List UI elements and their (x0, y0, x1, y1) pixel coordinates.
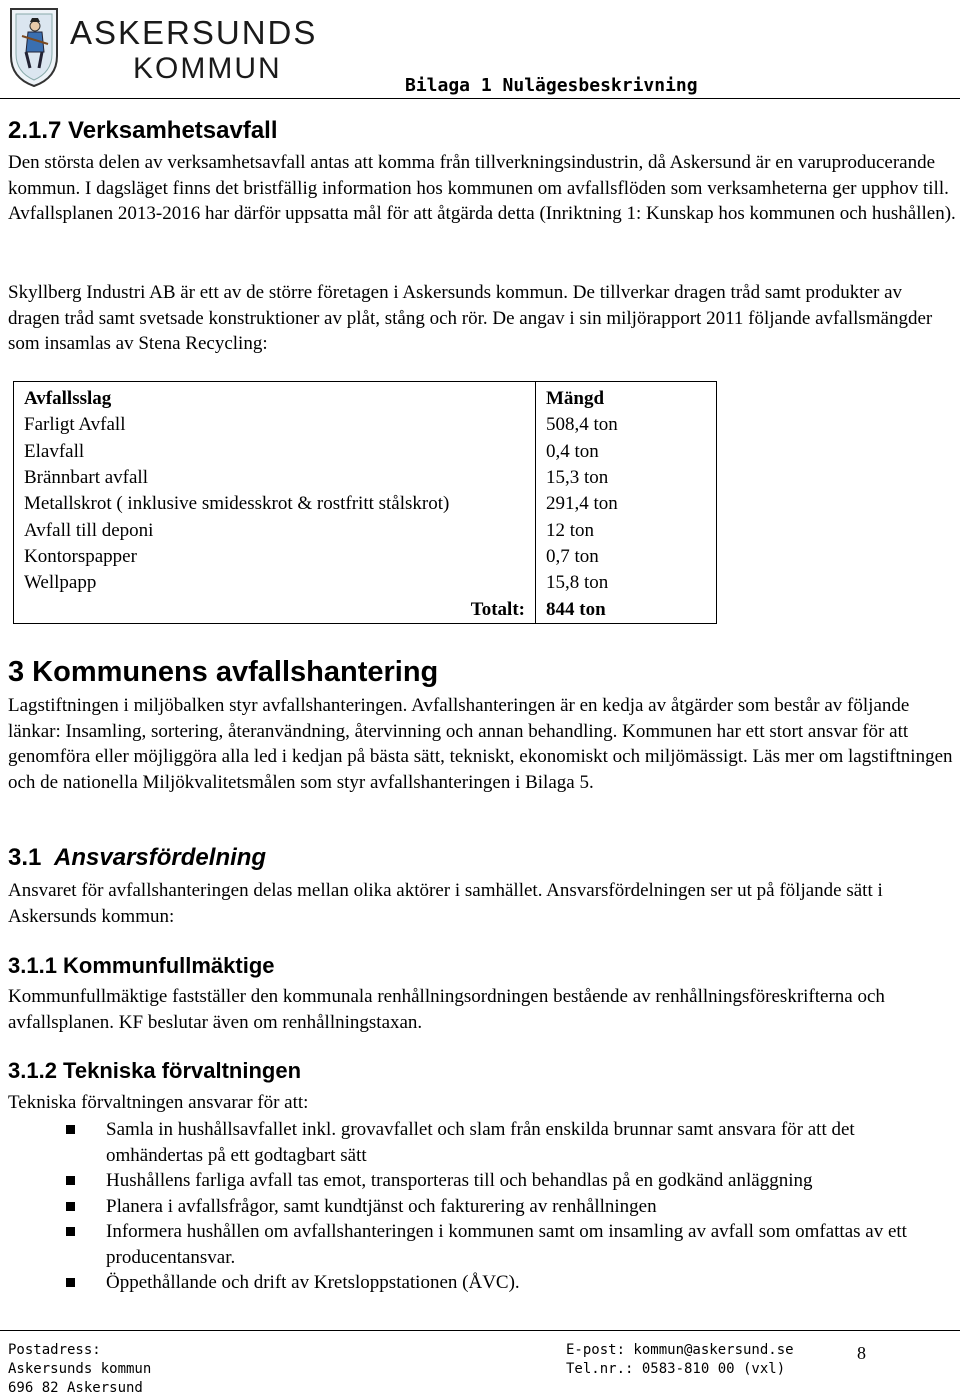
header-divider (0, 98, 960, 99)
section-heading-3-1 (8, 843, 266, 873)
page-number: 8 (857, 1343, 866, 1363)
list-item (62, 1219, 942, 1270)
section-heading-3-1-2: 3.1.2 Tekniska förvaltningen (8, 1058, 302, 1083)
cell-waste-type: Metallskrot ( inklusive smidesskrot & rostfritt stålskrot) (24, 493, 450, 515)
bullet-square-icon (66, 1202, 75, 1211)
list-item (62, 1194, 942, 1220)
postal-label: Postadress: (8, 1342, 101, 1358)
total-label: Totalt: (470, 598, 525, 620)
table-total-row (14, 596, 717, 623)
cell-waste-amount: 12 ton (536, 517, 717, 543)
bullet-square-icon (66, 1278, 75, 1287)
postal-code: 696 82 Askersund (8, 1380, 143, 1396)
list-item-text: Samla in hushållsavfallet inkl. grovavfallet och slam från enskilda brunnar samt ansvara för att det omhändertas på ett godtagbart sätt (106, 1119, 855, 1166)
responsibility-list (62, 1117, 942, 1296)
cell-waste-amount: 15,8 ton (536, 570, 717, 596)
total-amount: 844 ton (536, 596, 717, 623)
footer-email: E-post: kommun@askersund.se (566, 1342, 794, 1358)
bullet-square-icon (66, 1125, 75, 1134)
list-item (62, 1270, 942, 1296)
list-item-text: Hushållens farliga avfall tas emot, transporteras till och behandlas på en godkänd anläggning (106, 1170, 813, 1191)
section-heading-3-1-1: 3.1.1 Kommunfullmäktige (8, 953, 275, 978)
cell-waste-amount: 0,7 ton (536, 544, 717, 570)
bullet-square-icon (66, 1227, 75, 1236)
list-item-text: Planera i avfallsfrågor, samt kundtjänst och fakturering av renhållningen (106, 1195, 657, 1217)
table-row (14, 544, 717, 570)
footer-divider (0, 1330, 960, 1331)
bullet-square-icon (66, 1176, 75, 1185)
footer-postal-address (8, 1341, 151, 1398)
footer-contact (566, 1341, 794, 1379)
list-item-text: Öppethållande och drift av Kretsloppstationen (ÅVC). (106, 1272, 520, 1293)
table-row (14, 491, 717, 517)
list-item (62, 1117, 942, 1168)
table-row (14, 517, 717, 543)
postal-name: Askersunds kommun (8, 1361, 152, 1377)
cell-waste-amount: 291,4 ton (536, 491, 717, 517)
cell-waste-amount: 15,3 ton (536, 465, 717, 491)
table-header-row (14, 382, 717, 413)
cell-waste-type: Avfall till deponi (24, 519, 154, 541)
section-heading-3: 3 Kommunens avfallshantering (8, 656, 439, 688)
cell-waste-amount: 0,4 ton (536, 439, 717, 465)
section-heading-2-1-7: 2.1.7 Verksamhetsavfall (8, 117, 278, 144)
footer-phone: Tel.nr.: 0583-810 00 (vxl) (566, 1361, 786, 1377)
list-item-text: Informera hushållen om avfallshanteringen i kommunen samt om insamling av avfall som omfattas av ett producentansvar. (106, 1221, 907, 1268)
paragraph-waste-management: Lagstiftningen i miljöbalken styr avfallshanteringen. Avfallshanteringen är en kedja av åtgärder som består av följande länkar: Insamling, sortering, återanvändning, återvinning och annan behandling. Kommunen har ett stort ansvar för att genomföra eller möjliggöra alla led i kedjan på bästa sätt, tekniskt, ekonomiskt och miljömässigt. Läs mer om lagstiftningen och de nationella Miljökvalitetsmålen som styr avfallshanteringen i Bilaga 5. (8, 695, 953, 793)
waste-amounts-table (13, 381, 717, 624)
section-title: Ansvarsfördelning (54, 844, 267, 871)
list-item (62, 1168, 942, 1194)
municipal-crest-icon (8, 6, 60, 88)
paragraph-responsibility: Ansvaret för avfallshanteringen delas mellan olika aktörer i samhället. Ansvarsfördelningen ser ut på följande sätt i Askersunds kommun: (8, 880, 883, 927)
table-row (14, 412, 717, 438)
column-header-amount: Mängd (536, 382, 717, 413)
section-number: 3.1 (8, 844, 42, 871)
table-row (14, 439, 717, 465)
logo-wordmark-line2: KOMMUN (133, 52, 282, 85)
paragraph-skyllberg: Skyllberg Industri AB är ett av de större företagen i Askersunds kommun. De tillverkar dragen tråd samt produkter av dragen tråd samt svetsade konstruktioner av plåt, stång och rör. De angav i sin miljörapport 2011 följande avfallsmängder som insamlas av Stena Recycling: (8, 282, 933, 354)
cell-waste-type: Farligt Avfall (24, 414, 126, 436)
cell-waste-type: Brännbart avfall (24, 467, 148, 489)
table-row (14, 570, 717, 596)
cell-waste-type: Kontorspapper (24, 545, 137, 567)
cell-waste-type: Elavfall (24, 440, 85, 462)
paragraph-technical-intro: Tekniska förvaltningen ansvarar för att: (8, 1092, 309, 1113)
cell-waste-type: Wellpapp (24, 572, 97, 594)
table-row (14, 465, 717, 491)
cell-waste-amount: 508,4 ton (536, 412, 717, 438)
paragraph-waste-industry: Den största delen av verksamhetsavfall antas att komma från tillverkningsindustrin, då Askersund är en varuproducerande kommun. I dagsläget finns det bristfällig information hos kommunen om avfallsflöden som verksamheterna ger upphov till. Avfallsplanen 2013-2016 har därför uppsatta mål för att åtgärda detta (Inriktning 1: Kunskap hos kommunen och hushållen). (8, 152, 956, 224)
appendix-title: Bilaga 1 Nulägesbeskrivning (405, 75, 698, 96)
paragraph-council: Kommunfullmäktige fastställer den kommunala renhållningsordningen bestående av renhållningsföreskrifterna och avfallsplanen. KF beslutar även om renhållningstaxan. (8, 986, 885, 1033)
column-header-type: Avfallsslag (24, 388, 112, 410)
logo-wordmark-line1: ASKERSUNDS (70, 14, 318, 51)
